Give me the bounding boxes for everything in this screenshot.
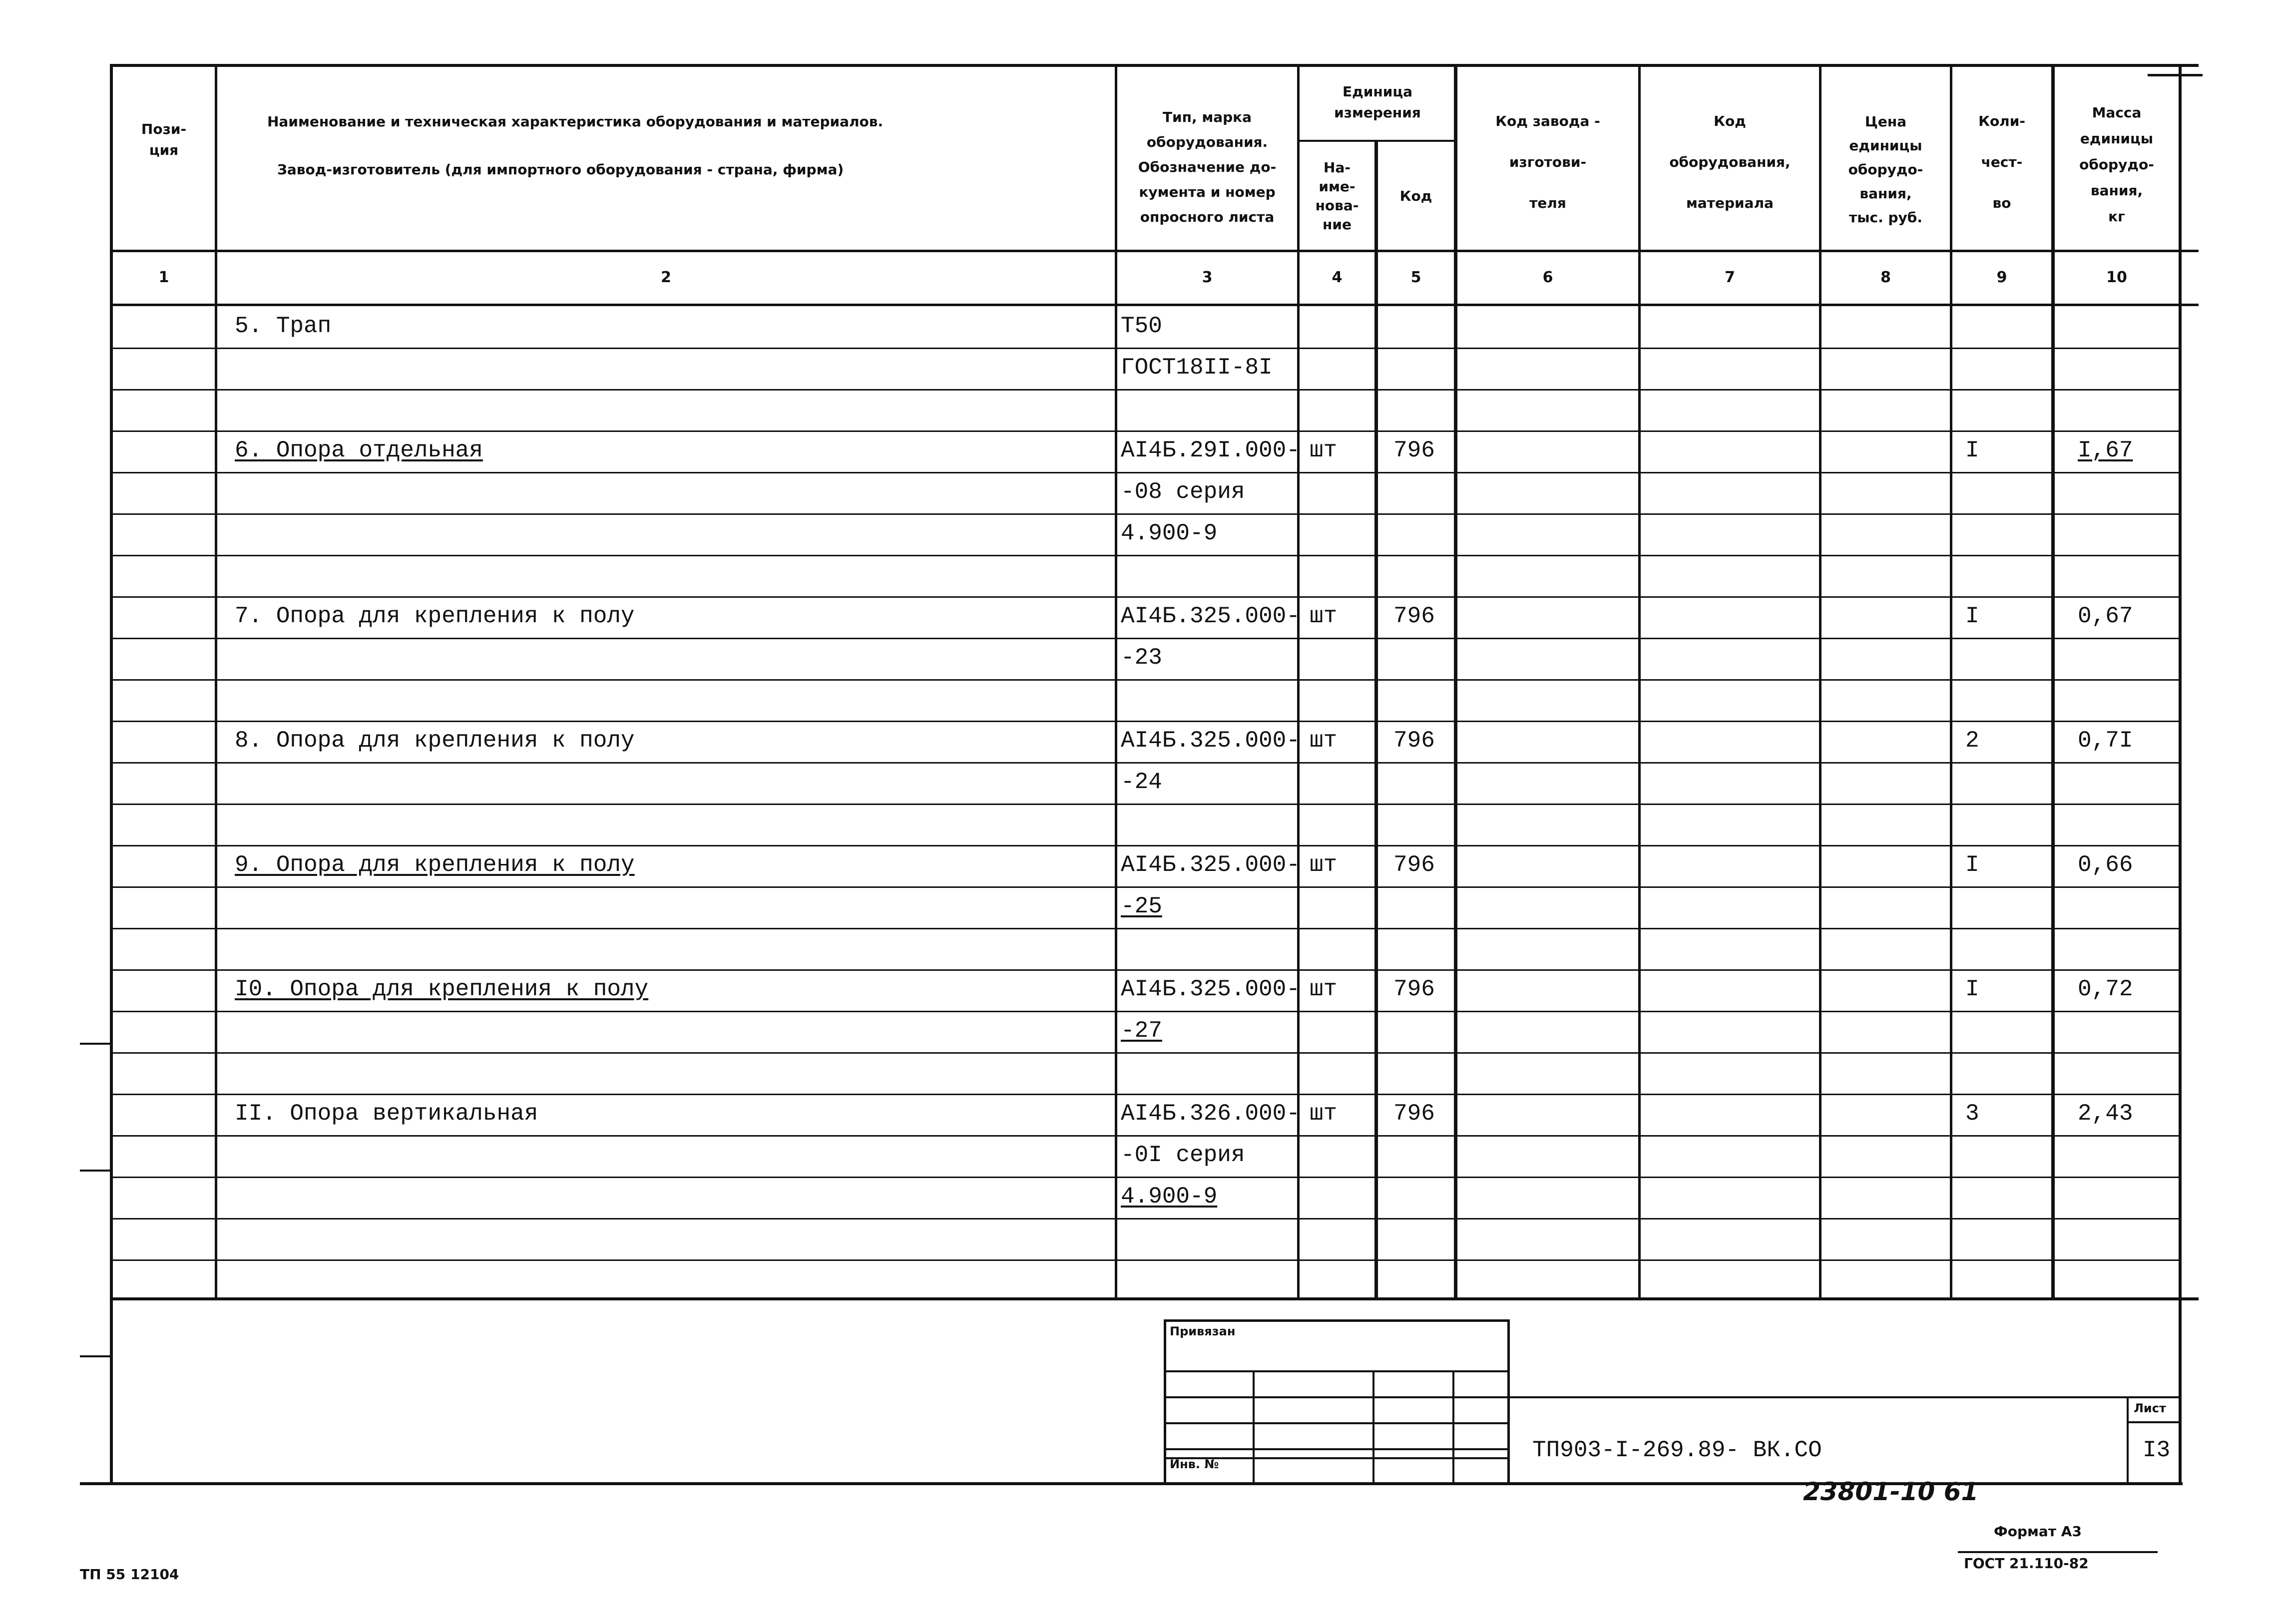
row-mass: 2,43: [2078, 1101, 2133, 1127]
row-name: I0. Опора для крепления к полу: [235, 976, 649, 1002]
row-unit-code: 796: [1393, 603, 1435, 629]
row-type: АI4Б.325.000-: [1121, 852, 1300, 878]
row-rule: [111, 1218, 2179, 1219]
row-unit: шт: [1310, 1101, 1338, 1127]
row-type: -25: [1121, 893, 1162, 919]
row-qty: 3: [1965, 1101, 1979, 1127]
col-divider-8: [1950, 64, 1952, 1300]
numbers-bottom: [111, 304, 2199, 306]
col-divider-5: [1454, 64, 1457, 1300]
row-unit: шт: [1310, 852, 1338, 878]
row-name: 8. Опора для крепления к полу: [235, 728, 635, 754]
col-divider-4: [1374, 140, 1378, 1300]
row-type: -24: [1121, 769, 1162, 795]
row-rule: [111, 845, 2179, 846]
row-type: -08 серия: [1121, 479, 1245, 505]
header-position: Пози- ция: [141, 121, 187, 158]
row-unit-code: 796: [1393, 437, 1435, 463]
row-type: ГОСТ18II-8I: [1121, 355, 1273, 381]
row-type: 4.900-9: [1121, 1184, 1218, 1210]
row-mass: 0,7I: [2078, 728, 2133, 754]
footer-rule: [1958, 1551, 2158, 1553]
row-rule: [111, 638, 2179, 639]
row-rule: [111, 1177, 2179, 1178]
stamp-inv-label: Инв. №: [1170, 1457, 1219, 1471]
header-plant-code: Код завода - изготови- теля: [1495, 113, 1600, 211]
row-name: 9. Опора для крепления к полу: [235, 852, 635, 878]
frame-top-tick: [2148, 74, 2203, 76]
row-type: -0I серия: [1121, 1142, 1245, 1168]
frame-right: [2179, 64, 2182, 1485]
row-unit-code: 796: [1393, 728, 1435, 754]
column-number-8: 8: [1880, 269, 1891, 286]
row-rule: [111, 389, 2179, 391]
row-unit: шт: [1310, 728, 1338, 754]
column-number-5: 5: [1410, 269, 1421, 286]
margin-tick-3: [80, 1355, 111, 1357]
row-mass: 0,67: [2078, 603, 2133, 629]
row-rule: [111, 472, 2179, 473]
margin-tick-2: [80, 1170, 111, 1172]
document-code: ТП903-I-269.89- ВК.СО: [1532, 1437, 1822, 1463]
column-number-7: 7: [1725, 269, 1735, 286]
handwritten-inventory-number: 23801-10 61: [1803, 1477, 1979, 1506]
frame-top: [111, 64, 2199, 67]
row-mass: I,67: [2078, 437, 2133, 463]
header-price: Цена единицы оборудо- вания, тыс. руб.: [1848, 113, 1923, 226]
row-rule: [111, 596, 2179, 598]
row-rule: [111, 928, 2179, 929]
row-name: II. Опора вертикальная: [235, 1101, 538, 1127]
row-unit: шт: [1310, 437, 1338, 463]
row-rule: [111, 886, 2179, 888]
col-divider-2: [1115, 64, 1117, 1300]
row-name: 7. Опора для крепления к полу: [235, 603, 635, 629]
row-type: АI4Б.325.000-: [1121, 728, 1300, 754]
row-rule: [111, 762, 2179, 764]
col-divider-6: [1638, 64, 1641, 1300]
table-bottom: [111, 1297, 2199, 1300]
header-name-line1: Наименование и техническая характеристика оборудования и материалов.: [267, 113, 884, 130]
row-unit-code: 796: [1393, 1101, 1435, 1127]
row-rule: [111, 430, 2179, 432]
row-rule: [111, 679, 2179, 681]
row-qty: 2: [1965, 728, 1979, 754]
row-rule: [111, 1052, 2179, 1054]
column-number-6: 6: [1542, 269, 1553, 286]
row-unit-code: 796: [1393, 852, 1435, 878]
header-name-line2: Завод-изготовитель (для импортного оборудования - страна, фирма): [277, 161, 844, 178]
row-rule: [111, 1135, 2179, 1137]
row-qty: I: [1965, 976, 1979, 1002]
col-divider-7: [1819, 64, 1821, 1300]
format-label: Формат А3: [1994, 1523, 2082, 1540]
row-name: 5. Трап: [235, 313, 332, 339]
row-unit: шт: [1310, 976, 1338, 1002]
unit-group-divider: [1297, 140, 1457, 142]
row-type: АI4Б.325.000-: [1121, 603, 1300, 629]
row-type: АI4Б.29I.000-: [1121, 437, 1300, 463]
row-type: -23: [1121, 645, 1162, 671]
row-rule: [111, 555, 2179, 556]
row-rule: [111, 513, 2179, 515]
tp-label: ТП 55 12104: [80, 1566, 179, 1583]
stamp-privyazan-label: Привязан: [1170, 1324, 1236, 1338]
row-type: -27: [1121, 1018, 1162, 1044]
header-mass: Масса единицы оборудо- вания, кг: [2079, 104, 2154, 225]
row-rule: [111, 1011, 2179, 1012]
row-mass: 0,66: [2078, 852, 2133, 878]
column-number-9: 9: [1996, 269, 2007, 286]
col-divider-9: [2051, 64, 2055, 1300]
col-divider-1: [215, 64, 217, 1300]
column-number-4: 4: [1332, 269, 1343, 286]
row-qty: I: [1965, 437, 1979, 463]
row-type: АI4Б.325.000-: [1121, 976, 1300, 1002]
row-rule: [111, 348, 2179, 349]
sheet-label: Лист: [2134, 1401, 2166, 1415]
header-qty: Коли- чест- во: [1978, 113, 2025, 211]
row-type: Т50: [1121, 313, 1162, 339]
row-qty: I: [1965, 603, 1979, 629]
column-number-1: 1: [158, 269, 169, 286]
row-rule: [111, 969, 2179, 971]
header-unit-group: Единица измерения: [1334, 83, 1421, 121]
row-name: 6. Опора отдельная: [235, 437, 483, 463]
row-qty: I: [1965, 852, 1979, 878]
margin-tick-1: [80, 1043, 111, 1045]
column-number-3: 3: [1202, 269, 1213, 286]
row-rule: [111, 721, 2179, 722]
header-bottom: [111, 250, 2199, 252]
header-unit-name: На- име- нова- ние: [1315, 159, 1359, 233]
row-unit: шт: [1310, 603, 1338, 629]
row-type: АI4Б.326.000-: [1121, 1101, 1300, 1127]
header-type: Тип, марка оборудования. Обозначение до- кумента и номер опросного листа: [1138, 109, 1277, 225]
row-unit-code: 796: [1393, 976, 1435, 1002]
row-rule: [111, 1259, 2179, 1261]
row-rule: [111, 804, 2179, 805]
column-number-2: 2: [661, 269, 671, 286]
header-unit-code: Код: [1399, 187, 1432, 204]
row-type: 4.900-9: [1121, 520, 1218, 546]
row-rule: [111, 1094, 2179, 1095]
gost-label: ГОСТ 21.110-82: [1964, 1555, 2089, 1572]
header-equip-code: Код оборудования, материала: [1669, 113, 1791, 211]
row-mass: 0,72: [2078, 976, 2133, 1002]
sheet-number: I3: [2143, 1437, 2171, 1463]
column-number-10: 10: [2106, 269, 2127, 286]
